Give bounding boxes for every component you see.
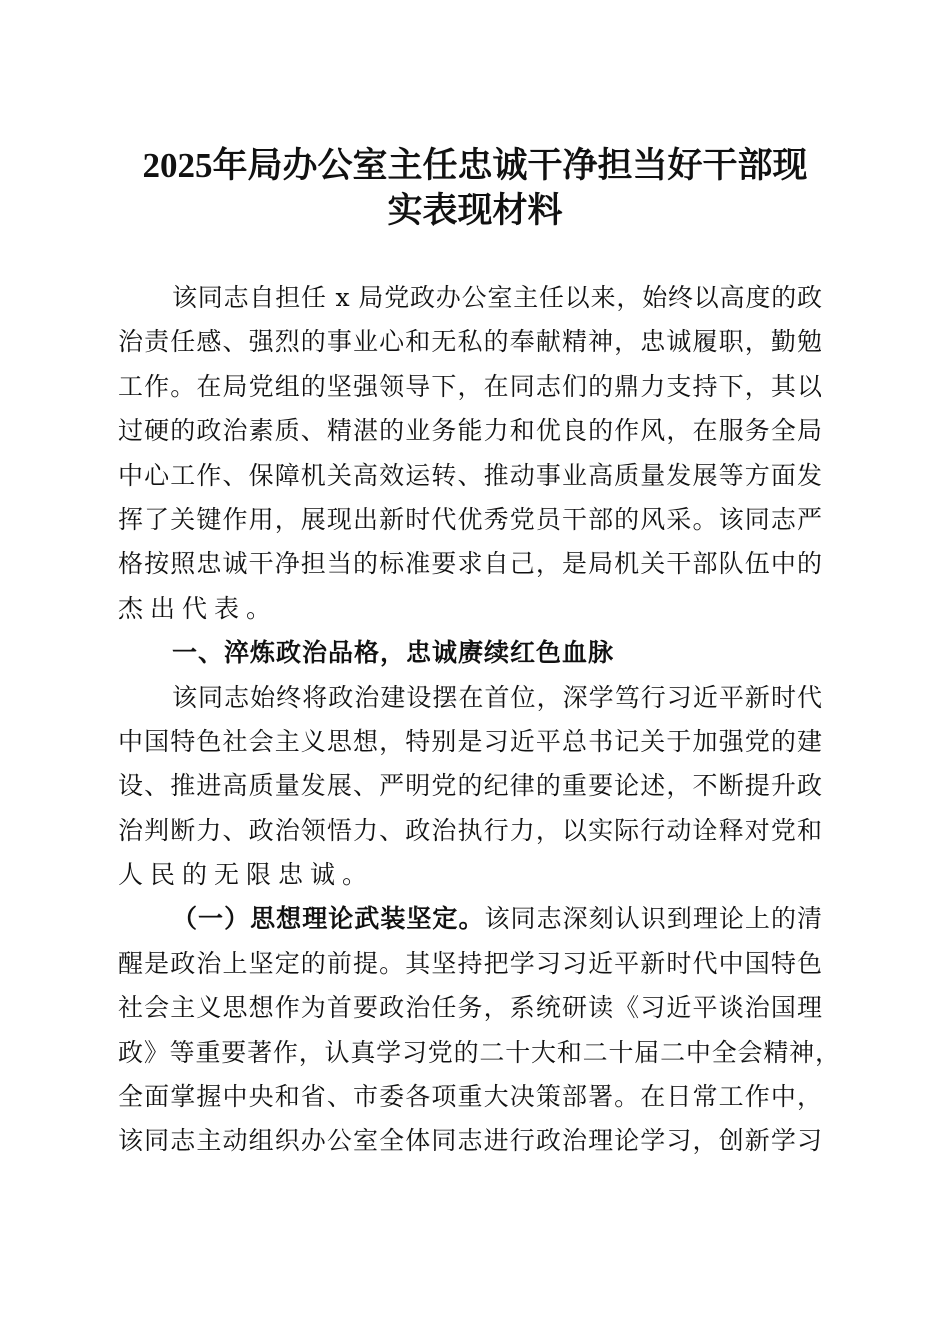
- paragraph-line: 社会主义思想作为首要政治任务，系统研读《习近平谈治国理: [118, 993, 822, 1023]
- paragraph-line: 该同志自担任 x 局党政办公室主任以来，始终以高度的政: [172, 283, 822, 312]
- paragraph-line: 全面掌握中央和省、市委各项重大决策部署。在日常工作中，: [118, 1082, 822, 1112]
- paragraph-line: 治判断力、政治领悟力、政治执行力，以实际行动诠释对党和: [118, 815, 822, 845]
- paragraph-line: 中国特色社会主义思想，特别是习近平总书记关于加强党的建: [118, 726, 822, 756]
- paragraph-line: 过硬的政治素质、精湛的业务能力和优良的作风，在服务全局: [118, 416, 822, 446]
- paragraph-line: 政》等重要著作，认真学习党的二十大和二十届二中全会精神，: [118, 1037, 840, 1067]
- paragraph-line: 中心工作、保障机关高效运转、推动事业高质量发展等方面发: [118, 460, 822, 490]
- paragraph-line: 人民的无限忠诚。: [118, 860, 375, 890]
- paragraph-line: 醒是政治上坚定的前提。其坚持把学习习近平新时代中国特色: [118, 948, 822, 978]
- paragraph-line: 该同志主动组织办公室全体同志进行政治理论学习，创新学习: [118, 1126, 822, 1156]
- paragraph-line: 格按照忠诚干净担当的标准要求自己，是局机关干部队伍中的: [118, 549, 822, 579]
- paragraph-text: 该同志深刻认识到理论上的清: [484, 904, 822, 934]
- paragraph-line: 杰出代表。: [118, 593, 279, 623]
- section-heading: 一、淬炼政治品格，忠诚赓续红色血脉: [172, 638, 615, 668]
- paragraph-line: 该同志始终将政治建设摆在首位，深学笃行习近平新时代: [172, 682, 822, 712]
- document-title-line-1: 2025年局办公室主任忠诚干净担当好干部现: [142, 146, 808, 185]
- document-title-line-2: 实表现材料: [387, 191, 563, 230]
- paragraph-line: 挥了关键作用，展现出新时代优秀党员干部的风采。该同志严: [118, 504, 822, 534]
- subsection-lead: （一）思想理论武装坚定。: [172, 904, 485, 934]
- paragraph-line: 工作。在局党组的坚强领导下，在同志们的鼎力支持下，其以: [118, 371, 822, 401]
- paragraph-line: 设、推进高质量发展、严明党的纪律的重要论述，不断提升政: [118, 771, 822, 801]
- paragraph-line: 治责任感、强烈的事业心和无私的奉献精神，忠诚履职，勤勉: [118, 327, 822, 357]
- document-body: [118, 276, 840, 1164]
- paragraph-line: [118, 897, 822, 941]
